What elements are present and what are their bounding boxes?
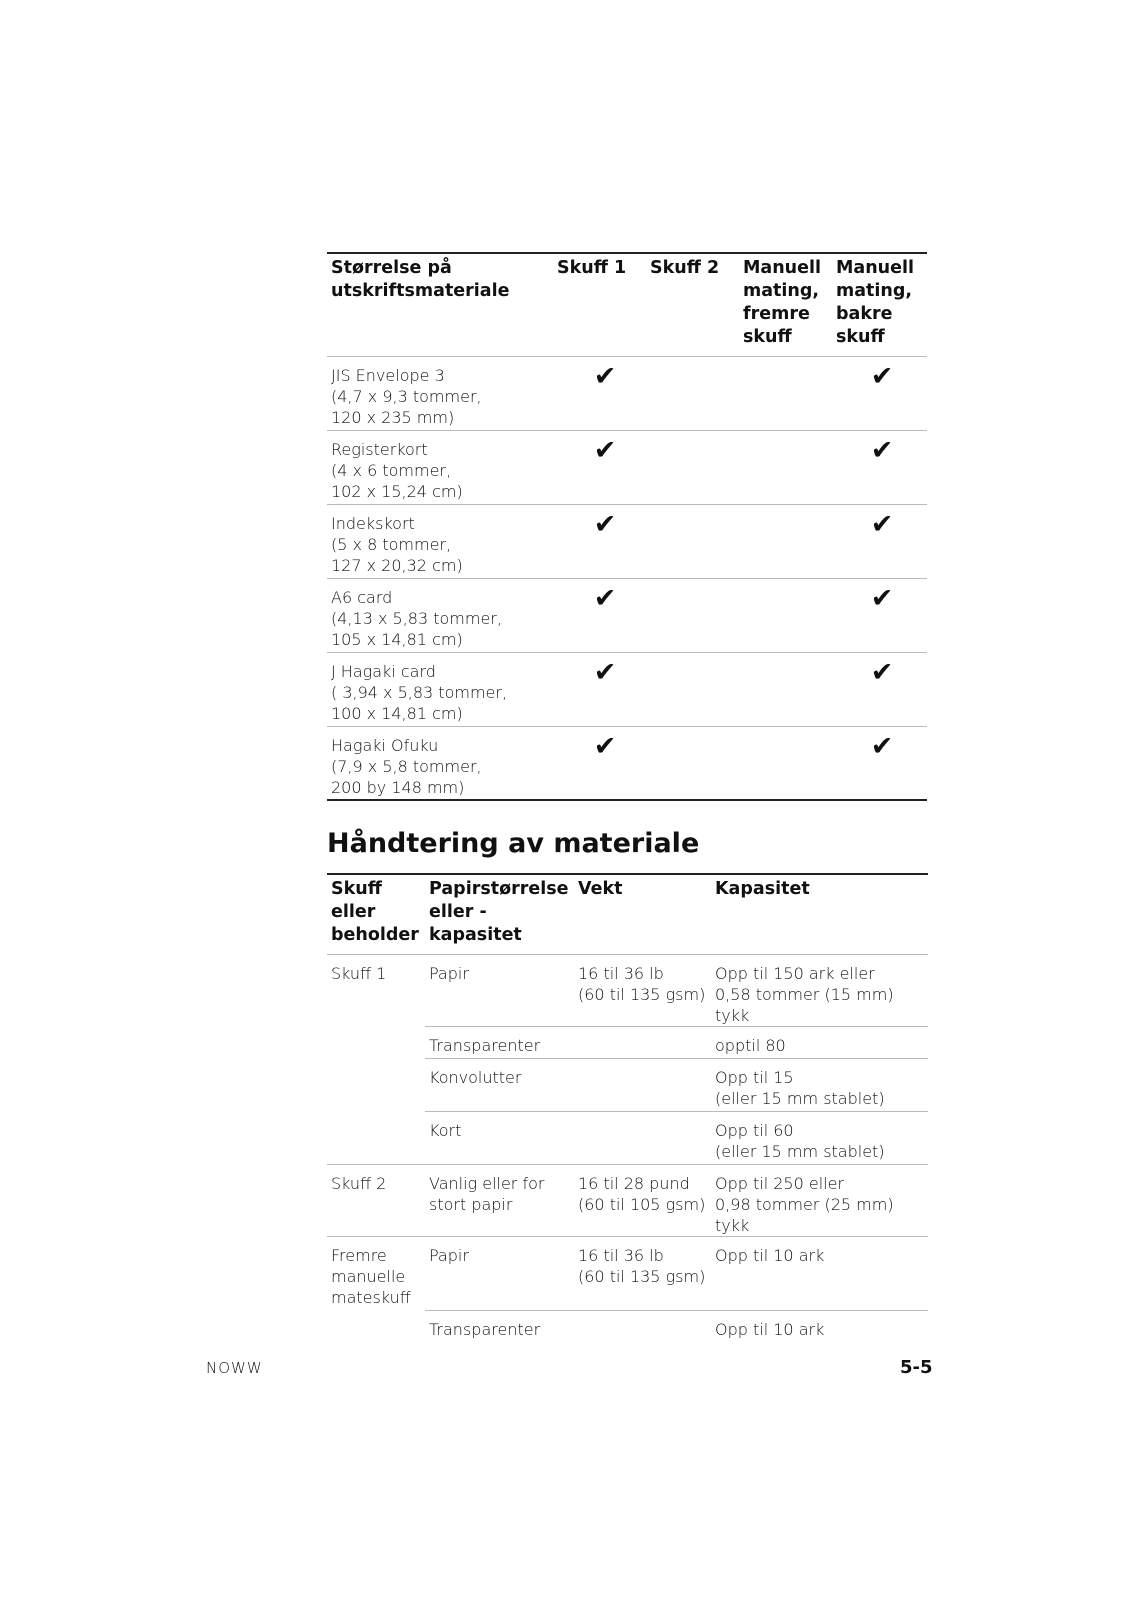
size-dim: (7,9 x 5,8 tommer, — [331, 756, 482, 776]
manual-rear-cell — [832, 578, 927, 652]
table-row — [327, 1026, 928, 1058]
manual-front-cell — [739, 430, 832, 504]
header-capacity: Kapasitet — [715, 879, 810, 899]
tray-1-cell — [553, 578, 646, 652]
tray-2-cell — [646, 430, 739, 504]
table-row — [327, 1310, 928, 1350]
weight-cell — [574, 1310, 711, 1350]
manual-front-cell — [739, 504, 832, 578]
manual-rear-cell — [832, 356, 927, 430]
checkmark-icon: ✔ — [870, 656, 894, 688]
header-weight: Vekt — [578, 879, 623, 899]
manual-front-cell — [739, 356, 832, 430]
tray-1-cell — [553, 726, 646, 800]
header-tray-2: Skuff 2 — [650, 258, 720, 278]
manual-front-cell — [739, 726, 832, 800]
weight-cell — [574, 1111, 711, 1164]
tray-cell: Skuff 1 — [331, 963, 387, 983]
size-name: JIS Envelope 3 — [331, 365, 445, 385]
size-dim: 127 x 20,32 cm) — [331, 555, 463, 575]
size-cell — [327, 726, 553, 800]
size-dim: ( 3,94 x 5,83 tommer, — [331, 682, 508, 702]
size-dim: 102 x 15,24 cm) — [331, 481, 463, 501]
weight-cell: 16 til 36 lb (60 til 135 gsm) — [578, 1245, 706, 1286]
section-heading: Håndtering av materiale — [327, 828, 700, 859]
capacity-cell: opptil 80 — [711, 1026, 928, 1058]
size-dim: 120 x 235 mm) — [331, 407, 455, 427]
footer-doc-code: NOWW — [206, 1359, 263, 1377]
checkmark-icon: ✔ — [870, 582, 894, 614]
size-name: Registerkort — [331, 439, 428, 459]
header-manual-front: Manuell mating, fremre skuff — [743, 258, 822, 347]
media-cell: Vanlig eller for stort papir — [429, 1173, 545, 1214]
header-tray-1: Skuff 1 — [557, 258, 627, 278]
size-name: Hagaki Ofuku — [331, 735, 439, 755]
manual-rear-cell — [832, 726, 927, 800]
media-cell: Konvolutter — [425, 1058, 574, 1111]
checkmark-icon: ✔ — [593, 508, 617, 540]
table-row — [327, 578, 927, 652]
size-dim: (4 x 6 tommer, — [331, 460, 452, 480]
checkmark-icon: ✔ — [870, 508, 894, 540]
size-cell — [327, 430, 553, 504]
capacity-cell: Opp til 10 ark — [711, 1310, 928, 1350]
weight-cell: 16 til 36 lb (60 til 135 gsm) — [578, 963, 706, 1004]
page-number: 5-5 — [900, 1357, 933, 1378]
checkmark-icon: ✔ — [593, 656, 617, 688]
table-row — [327, 1236, 928, 1310]
size-dim: (4,7 x 9,3 tommer, — [331, 386, 482, 406]
size-dim: 105 x 14,81 cm) — [331, 629, 463, 649]
tray-2-cell — [646, 578, 739, 652]
header-paper-size: Papirstørrelse eller -kapasitet — [429, 879, 569, 945]
capacity-cell: Opp til 150 ark eller 0,58 tommer (15 mm) tykk — [715, 963, 894, 1025]
size-name: A6 card — [331, 587, 393, 607]
table-row — [327, 954, 928, 1026]
tray-cell — [327, 1111, 425, 1164]
tray-2-cell — [646, 652, 739, 726]
checkmark-icon: ✔ — [870, 730, 894, 762]
table-row — [327, 356, 927, 430]
size-cell — [327, 504, 553, 578]
tray-1-cell — [553, 430, 646, 504]
media-cell: Transparenter — [425, 1026, 574, 1058]
capacity-cell: Opp til 60 (eller 15 mm stablet) — [711, 1111, 928, 1164]
size-dim: (5 x 8 tommer, — [331, 534, 452, 554]
size-name: J Hagaki card — [331, 661, 436, 681]
table-header-row — [327, 874, 928, 954]
table-row — [327, 1058, 928, 1111]
checkmark-icon: ✔ — [593, 434, 617, 466]
size-dim: (4,13 x 5,83 tommer, — [331, 608, 502, 628]
tray-2-cell — [646, 504, 739, 578]
checkmark-icon: ✔ — [870, 360, 894, 392]
table-row — [327, 726, 927, 800]
table-row — [327, 652, 927, 726]
manual-rear-cell — [832, 430, 927, 504]
tray-cell — [327, 1310, 425, 1350]
table-row — [327, 1111, 928, 1164]
size-cell — [327, 652, 553, 726]
header-manual-rear: Manuell mating, bakre skuff — [836, 258, 915, 347]
table-header-row — [327, 253, 927, 356]
weight-cell — [574, 1026, 711, 1058]
table-row — [327, 1164, 928, 1236]
tray-1-cell — [553, 504, 646, 578]
size-name: Indekskort — [331, 513, 415, 533]
capacity-cell: Opp til 10 ark — [715, 1245, 825, 1265]
tray-2-cell — [646, 356, 739, 430]
table-row — [327, 430, 927, 504]
size-dim: 200 by 148 mm) — [331, 777, 465, 797]
manual-rear-cell — [832, 652, 927, 726]
capacity-cell: Opp til 15 (eller 15 mm stablet) — [711, 1058, 928, 1111]
table-row — [327, 504, 927, 578]
tray-cell: Skuff 2 — [331, 1173, 387, 1193]
tray-cell: Fremre manuelle mateskuff — [331, 1245, 411, 1307]
weight-cell — [574, 1058, 711, 1111]
media-cell: Transparenter — [425, 1310, 574, 1350]
checkmark-icon: ✔ — [593, 582, 617, 614]
media-cell: Papir — [429, 963, 469, 983]
media-cell: Papir — [429, 1245, 469, 1265]
tray-1-cell — [553, 652, 646, 726]
weight-cell: 16 til 28 pund (60 til 105 gsm) — [578, 1173, 706, 1214]
size-cell — [327, 356, 553, 430]
size-cell — [327, 578, 553, 652]
manual-front-cell — [739, 652, 832, 726]
capacity-cell: Opp til 250 eller 0,98 tommer (25 mm) tykk — [715, 1173, 894, 1235]
checkmark-icon: ✔ — [870, 434, 894, 466]
header-size: Størrelse på utskriftsmateriale — [331, 258, 510, 301]
manual-rear-cell — [832, 504, 927, 578]
media-size-table — [327, 252, 927, 801]
media-cell: Kort — [425, 1111, 574, 1164]
manual-front-cell — [739, 578, 832, 652]
tray-1-cell — [553, 356, 646, 430]
tray-cell — [327, 1058, 425, 1111]
media-handling-table — [327, 873, 928, 1350]
checkmark-icon: ✔ — [593, 730, 617, 762]
tray-cell — [327, 1026, 425, 1058]
checkmark-icon: ✔ — [593, 360, 617, 392]
header-tray: Skuff eller beholder — [331, 879, 419, 945]
size-dim: 100 x 14,81 cm) — [331, 703, 463, 723]
tray-2-cell — [646, 726, 739, 800]
